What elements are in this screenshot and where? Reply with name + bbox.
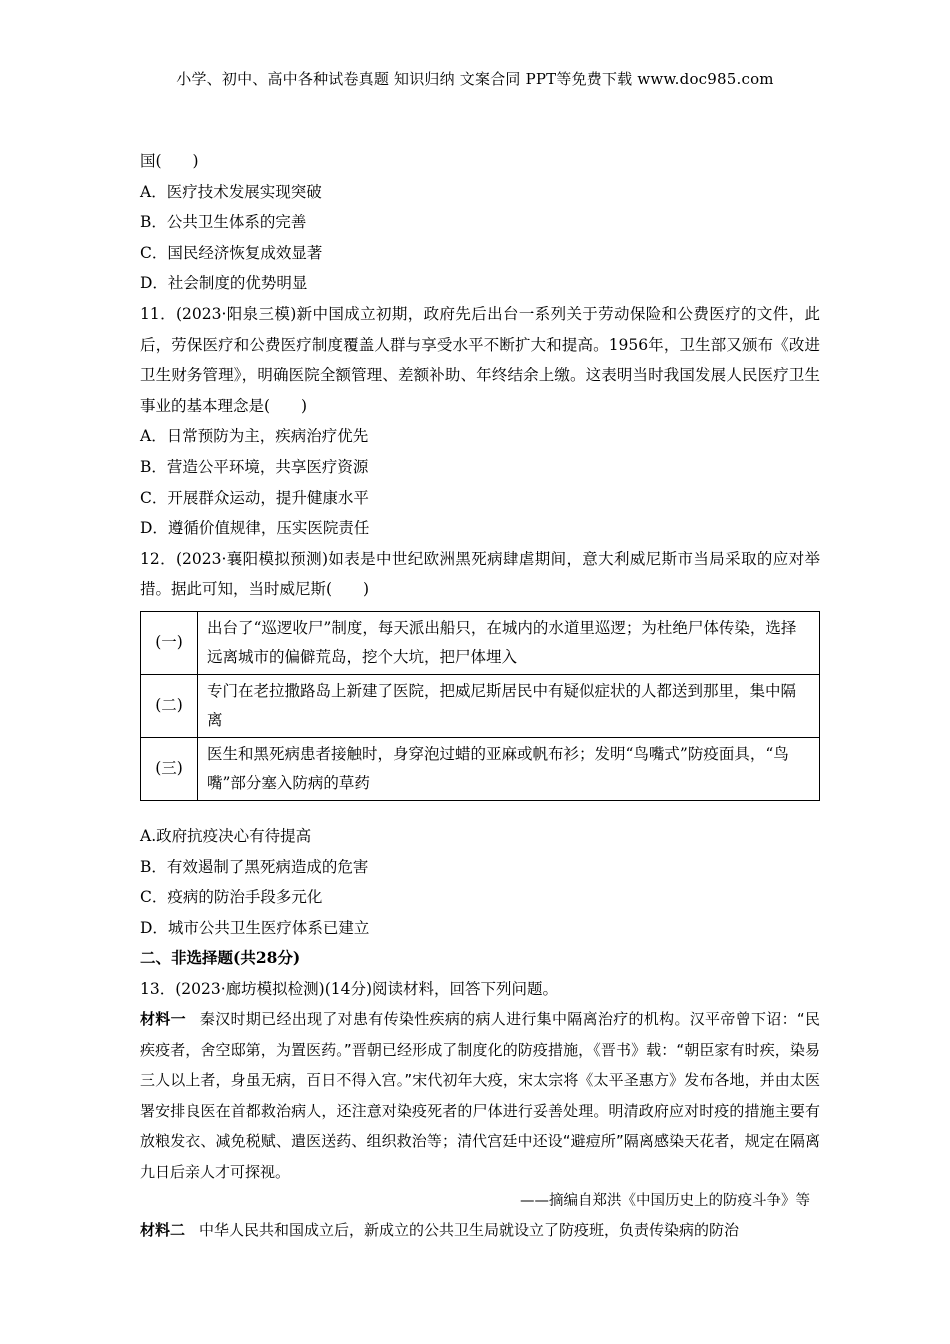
question-10-option-d: D．社会制度的优势明显 [140,274,308,293]
material-one-label: 材料一 [140,1010,186,1029]
table-row-text: 出台了“巡逻收尸”制度，每天派出船只，在城内的水道里巡逻；为杜绝尸体传染，选择远离城市的偏僻荒岛，挖个大坑，把尸体埋入 [198,611,820,674]
measures-table [140,611,820,801]
section-title: 二、非选择题(共28分) [140,948,301,968]
question-10-option-a: A．医疗技术发展实现突破 [140,182,322,201]
question-12-option-a: A.政府抗疫决心有待提高 [140,826,312,845]
material-one-text: 秦汉时期已经出现了对患有传染性疾病的病人进行集中隔离治疗的机构。汉平帝曾下诏：“民疾疫者，舍空邸第，为置医药。”晋朝已经形成了制度化的防疫措施，《晋书》载：“朝臣家有时疾，染易三人以上者，身虽无病，百日不得入宫。”宋代初年大疫，宋太宗将《太平圣惠方》发布各地，并由太医署安排良医在首都救治病人，还注意对染疫死者的尸体进行妥善处理。明清政府应对时疫的措施主要有放粮发衣、减免税赋、遣医送药、组织救治等；清代宫廷中还设“避痘所”隔离感染天花者，规定在隔离九日后亲人才可探视。 [140,1010,820,1181]
material-two-label: 材料二 [140,1220,186,1239]
material-two [140,1215,820,1245]
question-13-stem: 13．(2023·廊坊模拟检测)(14分)阅读材料，回答下列问题。 [140,979,559,998]
table-row-text: 医生和黑死病患者接触时，身穿泡过蜡的亚麻或帆布衫；发明“鸟嘴式”防疫面具，“鸟嘴”部分塞入防病的草药 [198,737,820,800]
question-11-option-b: B．营造公平环境，共享医疗资源 [140,457,369,476]
table-row [141,611,820,674]
page-header: 小学、初中、高中各种试卷真题 知识归纳 文案合同 PPT等免费下载 www.doc985.com [176,70,774,88]
question-11-option-a: A．日常预防为主，疾病治疗优先 [140,427,369,446]
question-11 [140,299,820,544]
question-10-option-b: B．公共卫生体系的完善 [140,213,307,232]
question-11-option-c: C．开展群众运动，提升健康水平 [140,488,369,507]
material-one-source: ——摘编自郑洪《中国历史上的防疫斗争》等 [520,1192,810,1209]
question-10-option-c: C．国民经济恢复成效显著 [140,243,323,262]
table-row [141,674,820,737]
question-12-option-d: D．城市公共卫生医疗体系已建立 [140,918,370,937]
table-row-number: (三) [141,737,198,800]
question-11-stem: 11．(2023·阳泉三模)新中国成立初期，政府先后出台一系列关于劳动保险和公费医疗的文件，此后，劳保医疗和公费医疗制度覆盖人群与享受水平不断扩大和提高。1956年，卫生部又颁布《改进卫生财务管理》，明确医院全额管理、差额补助、年终结余上缴。这表明当时我国发展人民医疗卫生事业的基本理念是( ) [140,304,820,415]
question-12-option-c: C．疫病的防治手段多元化 [140,888,323,907]
question-12-stem: 12．(2023·襄阳模拟预测)如表是中世纪欧洲黑死病肆虐期间，意大利威尼斯市当局采取的应对举措。据此可知，当时威尼斯( ) [140,549,820,599]
material-two-text: 中华人民共和国成立后，新成立的公共卫生局就设立了防疫班，负责传染病的防治 [199,1220,740,1239]
table-row-text: 专门在老拉撒路岛上新建了医院，把威尼斯居民中有疑似症状的人都送到那里，集中隔离 [198,674,820,737]
material-one [140,1004,820,1186]
table-row-number: (一) [141,611,198,674]
table-row-number: (二) [141,674,198,737]
page-content [140,146,820,1245]
question-12 [140,544,820,944]
question-12-option-b: B．有效遏制了黑死病造成的危害 [140,857,369,876]
table-row [141,737,820,800]
question-10 [140,146,820,299]
question-10-tail: 国( ) [140,152,199,170]
question-11-option-d: D．遵循价值规律，压实医院责任 [140,519,370,538]
question-13 [140,974,820,1245]
